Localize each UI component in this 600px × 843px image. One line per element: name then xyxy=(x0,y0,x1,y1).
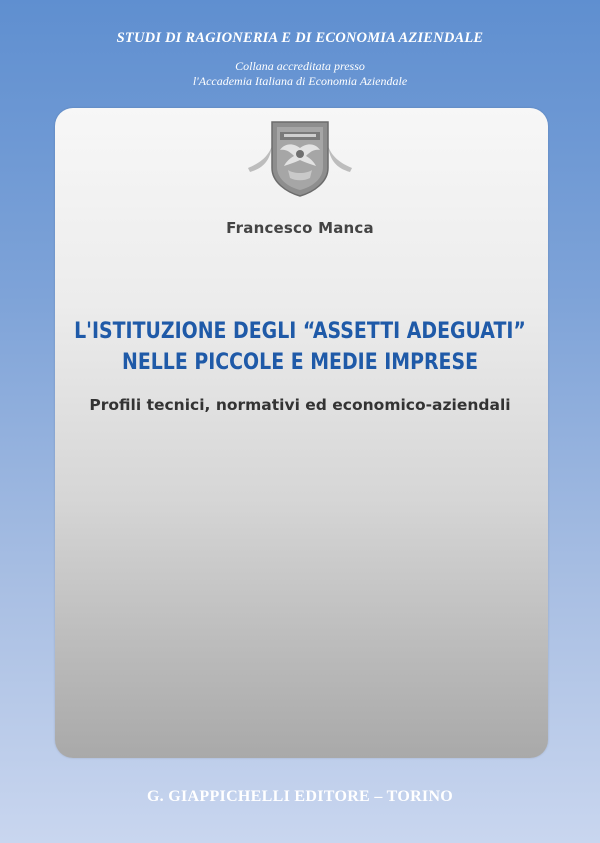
series-note xyxy=(0,59,600,89)
series-title: STUDI DI RAGIONERIA E DI ECONOMIA AZIENDALE xyxy=(116,30,484,46)
book-subtitle: Profili tecnici, normativi ed economico-aziendali xyxy=(89,396,511,414)
academy-emblem-icon xyxy=(244,118,356,198)
series-note-line1: Collana accreditata presso xyxy=(235,59,365,73)
book-title-line1: L'ISTITUZIONE DEGLI “ASSETTI ADEGUATI” xyxy=(74,319,526,344)
series-note-line2: l'Accademia Italiana di Economia Aziendale xyxy=(192,74,408,88)
book-title-line2: NELLE PICCOLE E MEDIE IMPRESE xyxy=(121,350,479,375)
publisher-name: G. GIAPPICHELLI EDITORE – TORINO xyxy=(146,788,454,805)
book-title xyxy=(42,316,558,378)
author-name: Francesco Manca xyxy=(226,219,374,237)
cover-panel xyxy=(55,108,548,758)
